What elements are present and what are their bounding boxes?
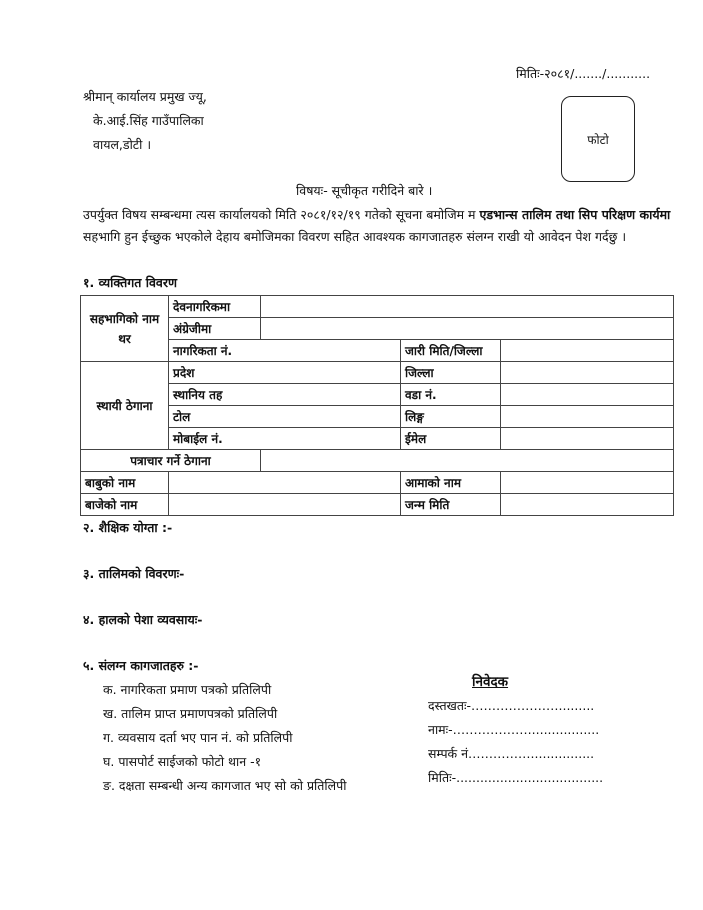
date-line: मितिः-२०८१/......./...........: [516, 66, 651, 81]
local-level-label: स्थानिय तह: [169, 384, 401, 406]
correspondence-field[interactable]: [261, 450, 674, 472]
signature-line: दस्तखतः-………………….........: [428, 698, 595, 713]
devanagari-label: देवनागरिकमा: [169, 296, 261, 318]
citizenship-no-label: नागरिकता नं.: [169, 340, 401, 362]
province-label: प्रदेश: [169, 362, 401, 384]
father-label: बाबुको नाम: [81, 472, 169, 494]
contact-number-line: सम्पर्क नं……………................: [428, 746, 595, 761]
applicant-date-line: मितिः-.....................................: [428, 770, 604, 785]
ward-label: वडा नं.: [401, 384, 501, 406]
mother-field[interactable]: [501, 472, 674, 494]
attachment-item: ग. व्यवसाय दर्ता भए पान नं. को प्रतिलिपी: [103, 730, 293, 745]
section-attachments: ५. संलग्न कागजातहरु :-: [83, 658, 199, 673]
applicant-name-line: नामः-………………..................: [428, 722, 600, 737]
body-part-2: सहभागि हुन ईच्छुक भएकोले देहाय बमोजिमका विवरण सहित आवश्यक कागजातहरु संलग्न राखी यो आवेदन पेश गर्दछु ।: [83, 229, 627, 244]
english-field[interactable]: [261, 318, 674, 340]
attachment-item: घ. पासपोर्ट साईजको फोटो थान -१: [103, 754, 262, 769]
district-field[interactable]: [501, 362, 674, 384]
permanent-address-label: स्थायी ठेगाना: [81, 362, 169, 450]
body-part-1: उपर्युक्त विषय सम्बन्धमा त्यस कार्यालयको मिति २०८१/१२/१९ गतेको सूचना बमोजिम म: [83, 207, 480, 222]
body-bold-program: एडभान्स तालिम तथा सिप परिक्षण कार्यमा: [479, 207, 671, 222]
photo-box: [561, 96, 635, 182]
dob-field[interactable]: [501, 494, 674, 516]
correspondence-label: पत्राचार गर्ने ठेगाना: [81, 450, 261, 472]
body-paragraph: [83, 204, 675, 248]
mobile-label: मोबाईल नं.: [169, 428, 401, 450]
applicant-title: निवेदक: [472, 674, 509, 690]
father-field[interactable]: [169, 472, 401, 494]
tole-label: टोल: [169, 406, 401, 428]
section-education: २. शैक्षिक योग्ता :-: [83, 520, 173, 535]
issued-label: जारी मिति/जिल्ला: [401, 340, 501, 362]
addressee-line-3: वायल,डोटी ।: [93, 137, 152, 152]
section-occupation: ४. हालको पेशा व्यवसायः-: [83, 612, 203, 627]
section-training: ३. तालिमको विवरणः-: [83, 566, 185, 581]
ward-field[interactable]: [501, 384, 674, 406]
gender-label: लिङ्ग: [401, 406, 501, 428]
addressee-line-2: के.आई.सिंह गाउँपालिका: [93, 113, 204, 128]
section-personal-details: १. व्यक्तिगत विवरण: [83, 275, 177, 290]
grandfather-field[interactable]: [169, 494, 401, 516]
issued-field[interactable]: [501, 340, 674, 362]
english-label: अंग्रेजीमा: [169, 318, 261, 340]
subject-line: विषयः- सूचीकृत गरीदिने बारे ।: [296, 183, 433, 198]
dob-label: जन्म मिति: [401, 494, 501, 516]
grandfather-label: बाजेको नाम: [81, 494, 169, 516]
attachment-item: ख. तालिम प्राप्त प्रमाणपत्रको प्रतिलिपी: [103, 706, 278, 721]
personal-details-table: [80, 295, 674, 516]
addressee-line-1: श्रीमान् कार्यालय प्रमुख ज्यू,: [83, 89, 207, 104]
attachment-item: क. नागरिकता प्रमाण पत्रको प्रतिलिपी: [103, 682, 272, 697]
district-label: जिल्ला: [401, 362, 501, 384]
attachment-item: ङ. दक्षता सम्बन्धी अन्य कागजात भए सो को प्रतिलिपी: [103, 778, 347, 793]
photo-label: फोटो: [587, 132, 609, 147]
name-label: सहभागिको नाम थर: [81, 296, 169, 362]
devanagari-field[interactable]: [261, 296, 674, 318]
email-field[interactable]: [501, 428, 674, 450]
gender-field[interactable]: [501, 406, 674, 428]
email-label: ईमेल: [401, 428, 501, 450]
mother-label: आमाको नाम: [401, 472, 501, 494]
